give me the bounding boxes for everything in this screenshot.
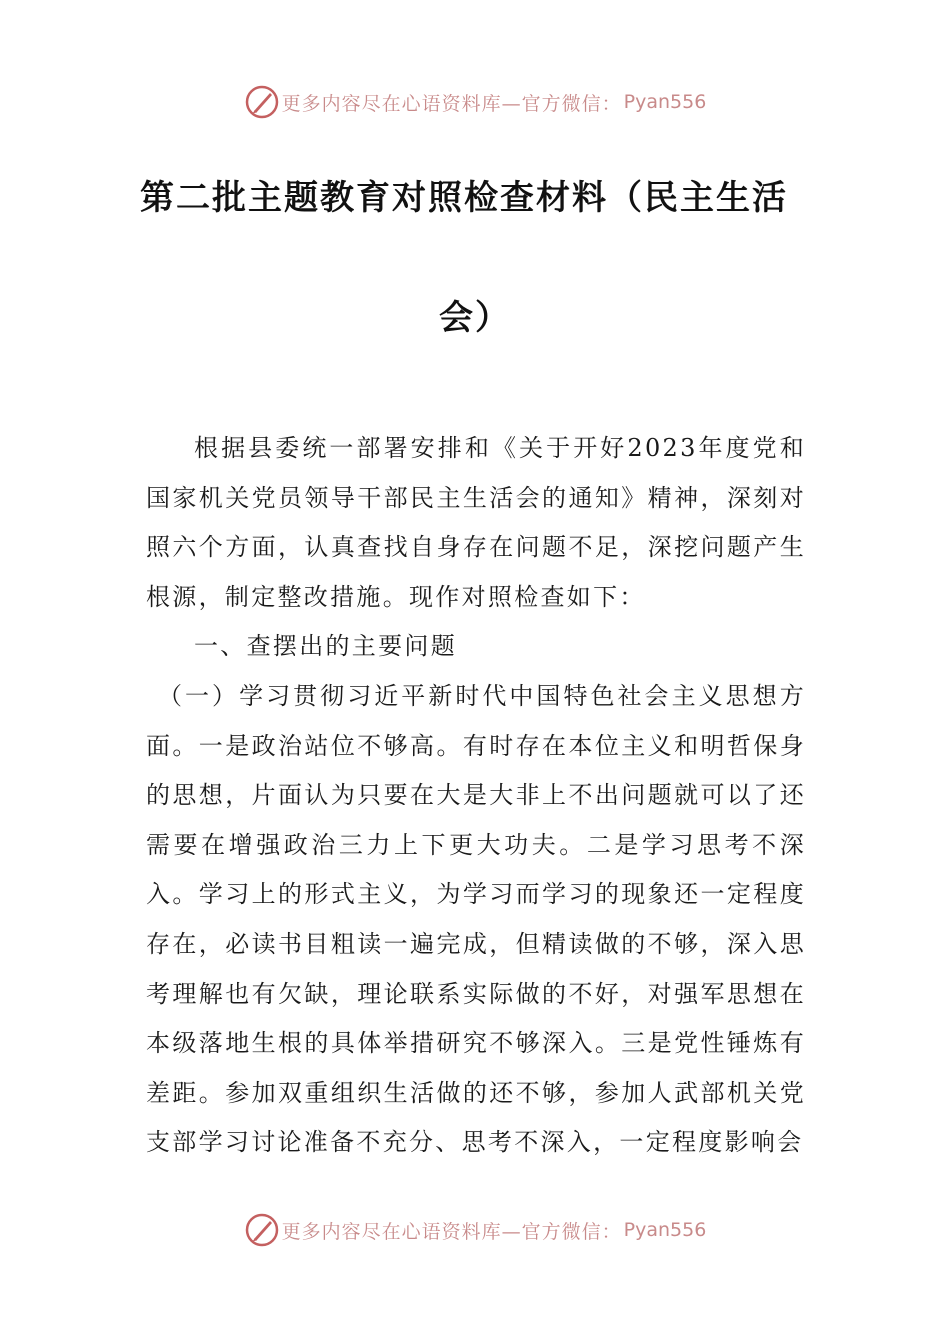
watermark-header: [0, 82, 950, 122]
watermark-contact: Pyan556: [623, 1219, 707, 1241]
watermark-contact: Pyan556: [623, 91, 707, 113]
quill-pen-logo-icon: [244, 84, 280, 120]
document-title-line-2: 会）: [439, 298, 511, 338]
quill-pen-logo-icon: [244, 1212, 280, 1248]
paragraph-section-1: （一）学习贯彻习近平新时代中国特色社会主义思想方面。一是政治站位不够高。有时存在本位主义和明哲保身的思想，片面认为只要在大是大非上不出问题就可以了还需要在增强政治三力上下更大功夫。二是学习思考不深入。学习上的形式主义，为学习而学习的现象还一定程度存在，必读书目粗读一遍完成，但精读做的不够，深入思考理解也有欠缺，理论联系实际做的不好，对强军思想在本级落地生根的具体举措研究不够深入。三是党性锤炼有差距。参加双重组织生活做的还不够，参加人武部机关党支部学习讨论准备不充分、思考不深入，一定程度影响会: [146, 681, 806, 1157]
section-heading: 一、查摆出的主要问题: [194, 632, 457, 661]
document-title-line-1: 第二批主题教育对照检查材料（民主生活: [140, 178, 788, 218]
watermark-text: 更多内容尽在心语资料库—官方微信：: [281, 1220, 622, 1243]
watermark-footer: [0, 1210, 950, 1250]
document-body: [146, 424, 806, 1168]
watermark-text: 更多内容尽在心语资料库—官方微信：: [281, 92, 622, 115]
paragraph-intro: 根据县委统一部署安排和《关于开好2023年度党和国家机关党员领导干部民主生活会的通知》精神，深刻对照六个方面，认真查找自身存在问题不足，深挖问题产生根源，制定整改措施。现作对照检查如下：: [146, 434, 806, 611]
